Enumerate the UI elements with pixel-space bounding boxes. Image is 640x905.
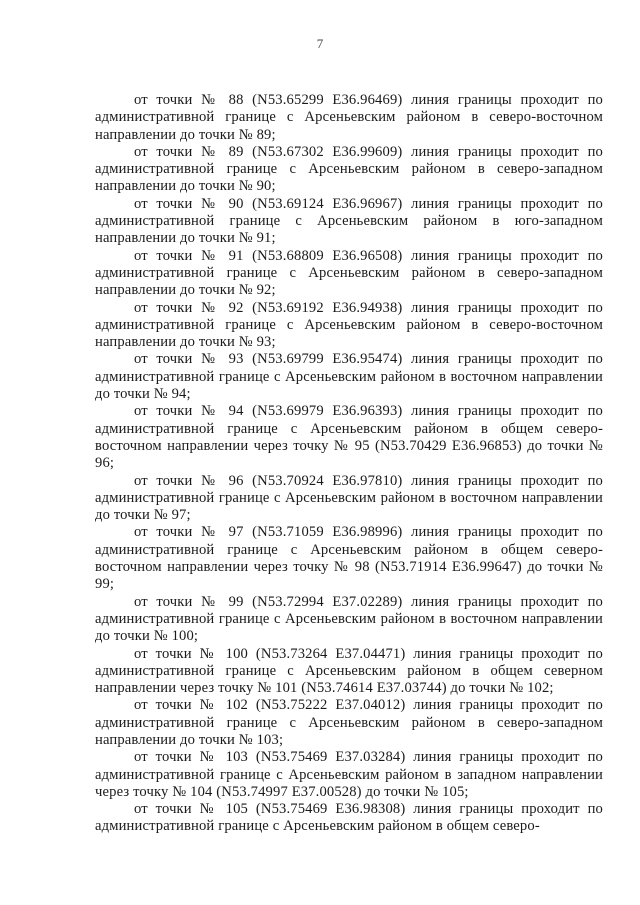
paragraph-point-89: от точки № 89 (N53.67302 E36.99609) линия границы проходит по административной границе с Арсеньевским районом в северо-западном направлении до точки № 90; [95,143,603,195]
paragraph-point-102: от точки № 102 (N53.75222 E37.04012) линия границы проходит по административной границе с Арсеньевским районом в северо-западном направлении до точки № 103; [95,697,603,748]
paragraph-point-88: от точки № 88 (N53.65299 E36.96469) линия границы проходит по административной границе с Арсеньевским районом в северо-восточном направлении до точки № 89; [95,92,603,143]
paragraph-point-97: от точки № 97 (N53.71059 E36.98996) линия границы проходит по административной границе с Арсеньевским районом в общем северо-восточном направлении через точку № 98 (N53.71914 E36.99647) до точки № 99; [95,524,603,593]
paragraph-point-92: от точки № 92 (N53.69192 E36.94938) линия границы проходит по административной границе с Арсеньевским районом в северо-восточном направлении до точки № 93; [95,299,603,351]
paragraph-point-100: от точки № 100 (N53.73264 E37.04471) линия границы проходит по административной границе с Арсеньевским районом в общем северном направлении через точку № 101 (N53.74614 E37.03744) до точки № 102; [95,645,603,697]
paragraph-point-103: от точки № 103 (N53.75469 E37.03284) линия границы проходит по административной границе с Арсеньевским районом в западном направлении через точку № 104 (N53.74997 E37.00528) до точки № 105; [95,749,603,800]
paragraph-point-105: от точки № 105 (N53.75469 E36.98308) линия границы проходит по административной границе с Арсеньевским районом в общем северо- [95,801,603,835]
page-number: 7 [316,36,324,51]
paragraph-point-90: от точки № 90 (N53.69124 E36.96967) линия границы проходит по административной границе с Арсеньевским районом в юго-западном направлении до точки № 91; [95,195,603,247]
paragraph-point-93: от точки № 93 (N53.69799 E36.95474) линия границы проходит по административной границе с Арсеньевским районом в восточном направлении до точки № 94; [95,351,603,403]
paragraph-point-99: от точки № 99 (N53.72994 E37.02289) линия границы проходит по административной границе с Арсеньевским районом в восточном направлении до точки № 100; [95,593,603,645]
paragraph-point-91: от точки № 91 (N53.68809 E36.96508) линия границы проходит по административной границе с Арсеньевским районом в северо-западном направлении до точки № 92; [95,247,603,299]
document-body [95,92,603,836]
paragraph-point-94: от точки № 94 (N53.69979 E36.96393) линия границы проходит по административной границе с Арсеньевским районом в общем северо-восточном направлении через точку № 95 (N53.70429 E36.96853) до точки № 96; [95,403,603,472]
paragraph-point-96: от точки № 96 (N53.70924 E36.97810) линия границы проходит по административной границе с Арсеньевским районом в восточном направлении до точки № 97; [95,472,603,524]
